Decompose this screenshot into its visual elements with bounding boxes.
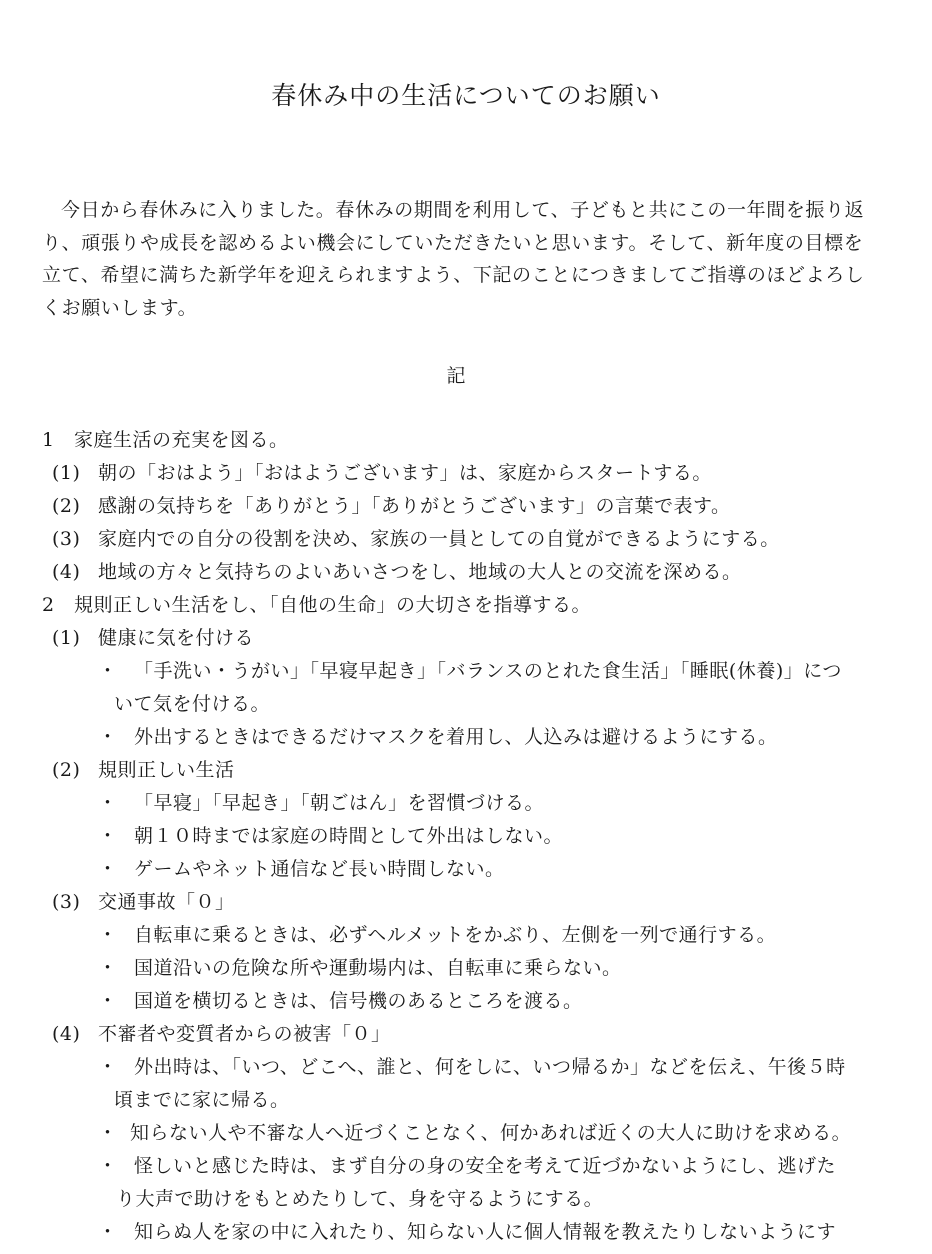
item-text: 不審者や変質者からの被害「０」	[98, 1023, 391, 1045]
list-item	[52, 1021, 391, 1047]
bullet-text: 国道を横切るときは、信号機のあるところを渡る。	[134, 990, 583, 1012]
item-text: 規則正しい生活	[98, 759, 235, 781]
bullet-mark: ・	[98, 825, 118, 847]
ki-heading: 記	[446, 365, 466, 387]
bullet-text: 「早寝」「早起き」「朝ごはん」を習慣づける。	[134, 792, 545, 814]
item-number: (3)	[52, 528, 81, 550]
list-item	[52, 559, 742, 585]
bullet-item	[98, 955, 622, 981]
list-item	[52, 625, 254, 651]
item-text: 交通事故「０」	[98, 891, 235, 913]
bullet-text: 知らない人や不審な人へ近づくことなく、何かあれば近くの大人に助けを求める。	[130, 1122, 852, 1144]
bullet-item	[98, 1219, 836, 1245]
item-number: (1)	[52, 462, 81, 484]
bullet-text: 「手洗い・うがい」「早寝早起き」「バランスのとれた食生活」「睡眠(休養)」につ	[134, 660, 842, 682]
bullet-item	[98, 790, 544, 816]
section-heading-2	[42, 592, 591, 618]
bullet-mark: ・	[98, 1056, 118, 1078]
item-number: (2)	[52, 759, 81, 781]
bullet-item	[98, 922, 776, 948]
bullet-mark: ・	[98, 858, 118, 880]
bullet-mark: ・	[98, 660, 118, 682]
bullet-continuation: 頃までに家に帰る。	[114, 1089, 290, 1111]
bullet-text: 怪しいと感じた時は、まず自分の身の安全を考えて近づかないようにし、逃げた	[134, 1155, 837, 1177]
item-number: (1)	[52, 627, 81, 649]
section-heading-text: 規則正しい生活をし、「自他の生命」の大切さを指導する。	[74, 594, 592, 616]
item-number: (4)	[52, 1023, 81, 1045]
bullet-item	[98, 988, 583, 1014]
list-item	[52, 757, 235, 783]
bullet-item	[98, 724, 778, 750]
item-number: (2)	[52, 495, 81, 517]
bullet-text: 国道沿いの危険な所や運動場内は、自転車に乗らない。	[134, 957, 622, 979]
bullet-mark: ・	[98, 924, 118, 946]
section-number: 1	[42, 429, 55, 451]
bullet-text: 知らぬ人を家の中に入れたり、知らない人に個人情報を教えたりしないようにす	[134, 1221, 837, 1243]
list-item	[52, 493, 730, 519]
bullet-text: 朝１０時までは家庭の時間として外出はしない。	[134, 825, 564, 847]
bullet-continuation: いて気を付ける。	[114, 693, 271, 715]
bullet-text: 外出時は、「いつ、どこへ、誰と、何をしに、いつ帰るか」などを伝え、午後５時	[134, 1056, 846, 1078]
bullet-continuation: り大声で助けをもとめたりして、身を守るようにする。	[116, 1188, 604, 1210]
bullet-item	[98, 658, 842, 684]
item-text: 朝の「おはよう」「おはようございます」は、家庭からスタートする。	[98, 462, 712, 484]
document-title: 春休み中の生活についてのお願い	[271, 81, 661, 110]
bullet-mark: ・	[98, 726, 118, 748]
item-text: 健康に気を付ける	[98, 627, 255, 649]
item-text: 家庭内での自分の役割を決め、家族の一員としての自覚ができるようにする。	[98, 528, 780, 550]
section-number: 2	[42, 594, 55, 616]
section-heading-1	[42, 427, 289, 453]
bullet-mark: ・	[98, 990, 118, 1012]
bullet-mark: ・	[98, 1221, 118, 1243]
bullet-item	[98, 1054, 846, 1080]
list-item	[52, 526, 780, 552]
item-number: (3)	[52, 891, 81, 913]
item-number: (4)	[52, 561, 81, 583]
item-text: 地域の方々と気持ちのよいあいさつをし、地域の大人との交流を深める。	[98, 561, 742, 583]
bullet-text: 外出するときはできるだけマスクを着用し、人込みは避けるようにする。	[134, 726, 778, 748]
list-item	[52, 460, 712, 486]
bullet-item	[98, 856, 505, 882]
bullet-item	[98, 1153, 836, 1179]
bullet-text: 自転車に乗るときは、必ずヘルメットをかぶり、左側を一列で通行する。	[134, 924, 777, 946]
bullet-mark: ・	[98, 1155, 118, 1177]
list-item	[52, 889, 235, 915]
section-heading-text: 家庭生活の充実を図る。	[74, 429, 289, 451]
item-text: 感謝の気持ちを「ありがとう」「ありがとうございます」の言葉で表す。	[98, 495, 731, 517]
bullet-item	[98, 823, 563, 849]
intro-paragraph: 今日から春休みに入りました。春休みの期間を利用して、子どもと共にこの一年間を振り返り、頑張りや成長を認めるよい機会にしていただきたいと思います。そして、新年度の目標を立て、希望に満ちた新学年を迎えられますよう、下記のことにつきましてご指導のほどよろしくお願いします。	[42, 199, 865, 319]
bullet-mark: ・	[98, 957, 118, 979]
bullet-text: ゲームやネット通信など長い時間しない。	[134, 858, 505, 880]
bullet-item	[98, 1120, 851, 1146]
bullet-mark: ・	[98, 792, 118, 814]
bullet-mark: ・	[98, 1122, 118, 1144]
